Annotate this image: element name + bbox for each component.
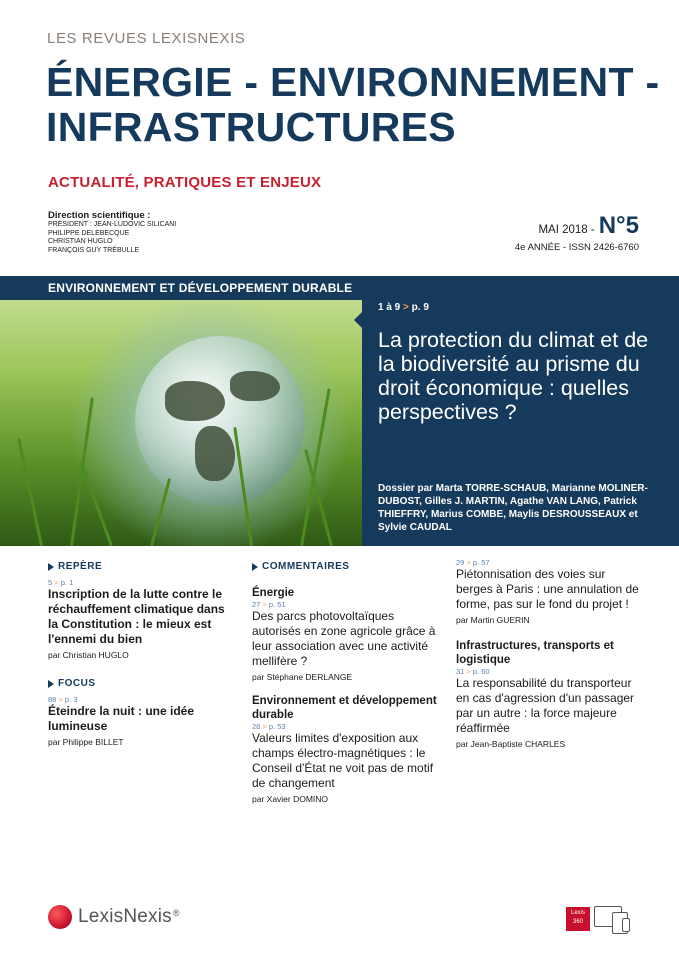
article-author: par Xavier DOMINO xyxy=(252,794,329,804)
article-title: Inscription de la lutte contre le réchauffement climatique dans la Constitution : le mieux est l'ennemi du bien xyxy=(48,587,225,646)
subsection-heading: Environnement et développement durable xyxy=(252,695,437,721)
globe-continent xyxy=(195,426,235,481)
article-author: par Philippe BILLET xyxy=(48,737,124,747)
article-title: La responsabilité du transporteur en cas d'agression d'un passager par un autre : la force majeure réaffirmée xyxy=(456,676,635,735)
issue-number: N°5 xyxy=(598,212,639,239)
grass-blade xyxy=(150,478,171,546)
article-ref: 29 > p. 57 xyxy=(456,558,490,567)
journal-subtitle: ACTUALITÉ, PRATIQUES ET ENJEUX xyxy=(48,174,322,191)
globe-continent xyxy=(230,371,280,401)
globe-in-grass-image xyxy=(0,276,362,546)
ref-page: p. 9 xyxy=(411,302,429,313)
ref-arrow: > xyxy=(403,302,409,313)
article-title: Valeurs limites d'exposition aux champs électro-magnétiques : le Conseil d'État ne voit pas de motif de changement xyxy=(252,731,434,790)
issue-info xyxy=(515,212,639,253)
article-title: Des parcs photovoltaïques autorisés en zone agricole grâce à leur association avec une activité mellifère ? xyxy=(252,609,436,668)
triangle-icon xyxy=(252,563,258,571)
title-line-2: INFRASTRUCTURES xyxy=(46,104,456,150)
cover-headline: La protection du climat et de la biodiversité au prisme du droit économique : quelles perspectives ? xyxy=(378,328,649,424)
direction-names xyxy=(48,221,176,255)
cover-byline: Dossier par Marta TORRE-SCHAUB, Marianne MOLINER-DUBOST, Gilles J. MARTIN, Agathe VAN LANG, Patrick THIEFFRY, Marius COMBE, Maylis DESROUSSEAUX et Sylvie CAUDAL xyxy=(378,483,648,533)
article-author: par Martin GUERIN xyxy=(456,615,530,625)
glass-globe xyxy=(135,336,305,506)
grass-blade xyxy=(79,461,113,547)
triangle-icon xyxy=(48,680,54,688)
article-ref: 27 > p. 51 xyxy=(252,600,286,609)
direction-name: FRANÇOIS GUY TRÉBULLE xyxy=(48,246,140,254)
section-label-focus: FOCUS xyxy=(48,678,233,689)
registered-mark: ® xyxy=(172,908,180,918)
triangle-icon xyxy=(48,563,54,571)
phone-icon xyxy=(622,918,630,932)
lexisnexis-logo xyxy=(48,905,180,929)
direction-name: PRÉSIDENT : JEAN-LUDOVIC SILICANI xyxy=(48,221,177,228)
cover-story xyxy=(0,276,679,546)
article-ref: 31 > p. 60 xyxy=(456,667,490,676)
section-label-repere: REPÈRE xyxy=(48,561,233,572)
subsection-heading: Infrastructures, transports et logistique xyxy=(456,640,614,666)
direction-heading: Direction scientifique : xyxy=(48,210,151,221)
ref-number: 1 à 9 xyxy=(378,302,401,313)
article-author: par Jean-Baptiste CHARLES xyxy=(456,739,566,749)
cover-category: ENVIRONNEMENT ET DÉVELOPPEMENT DURABLE xyxy=(0,276,362,300)
title-line-1: ÉNERGIE - ENVIRONNEMENT - xyxy=(46,59,660,105)
article-ref: 5 > p. 1 xyxy=(48,578,74,587)
article-ref: 88 > p. 3 xyxy=(48,695,78,704)
panel-notch xyxy=(354,312,362,328)
journal-title xyxy=(46,60,659,150)
direction-name: CHRISTIAN HUGLO xyxy=(48,238,113,245)
lexisnexis-logo-icon xyxy=(48,905,72,929)
article-ref: 28 > p. 53 xyxy=(252,722,286,731)
column-three xyxy=(456,558,641,749)
direction-name: PHILIPPE DELEBECQUE xyxy=(48,229,130,237)
column-repere-focus xyxy=(48,561,233,747)
lexis360-badge: Lexis 360 xyxy=(566,907,590,931)
series-name: LES REVUES LEXISNEXIS xyxy=(47,30,246,47)
grass-blade xyxy=(17,438,43,546)
cover-story-ref xyxy=(378,302,429,313)
column-commentaires xyxy=(252,561,437,804)
section-label-commentaires: COMMENTAIRES xyxy=(252,561,437,572)
issue-date: MAI 2018 - xyxy=(538,224,595,236)
issue-year-issn: 4e ANNÉE - ISSN 2426-6760 xyxy=(514,242,639,253)
article-author: par Christian HUGLO xyxy=(48,650,129,660)
subsection-heading: Énergie xyxy=(252,587,295,599)
article-author: par Stéphane DERLANGE xyxy=(252,672,353,682)
article-title: Piétonnisation des voies sur berges à Paris : une annulation de forme, pas sur le fond du projet ! xyxy=(456,567,639,611)
globe-continent xyxy=(165,381,225,421)
publisher-name: LexisNexis xyxy=(78,906,172,927)
article-title: Éteindre la nuit : une idée lumineuse xyxy=(48,704,195,733)
editorial-direction xyxy=(48,211,176,255)
cover-story-panel xyxy=(362,276,679,546)
